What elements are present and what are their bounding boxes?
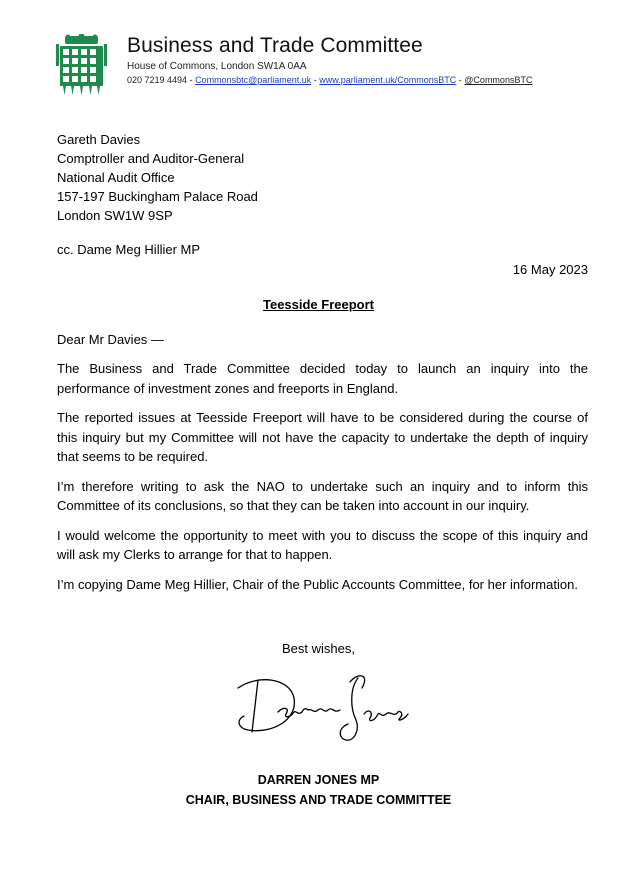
body-paragraph: I’m copying Dame Meg Hillier, Chair of the Public Accounts Committee, for her information.: [57, 576, 578, 592]
email-link[interactable]: Commonsbtc@parliament.uk: [195, 75, 312, 85]
body-paragraph: The Business and Trade Committee decided today to launch an inquiry into the performance of investment zones and freeports in England.: [57, 361, 588, 396]
recipient-line: 157-197 Buckingham Palace Road: [57, 189, 258, 204]
phone-number: 020 7219 4494: [127, 75, 188, 85]
body-paragraph: I would welcome the opportunity to meet with you to discuss the scope of this inquiry and will ask my Clerks to arrange for that to happen.: [57, 527, 588, 562]
signer-name: DARREN JONES MP: [257, 773, 380, 787]
signer-block: [0, 770, 637, 810]
subject-text: Teesside Freeport: [262, 297, 375, 312]
portcullis-icon: [56, 34, 107, 97]
body-paragraph: The reported issues at Teesside Freeport will have to be considered during the course of this inquiry but my Committee will not have the capacity to undertake the depth of inquiry that seems to be required.: [57, 410, 588, 464]
handwritten-signature: [228, 668, 418, 748]
website-link[interactable]: www.parliament.uk/CommonsBTC: [319, 75, 457, 85]
signoff: Best wishes,: [282, 641, 355, 656]
recipient-address: [57, 130, 258, 225]
letter-body: [57, 359, 588, 604]
letterhead: [56, 30, 596, 100]
separator: -: [456, 75, 465, 85]
recipient-line: National Audit Office: [57, 170, 175, 185]
separator: -: [187, 75, 196, 85]
twitter-link[interactable]: @CommonsBTC: [464, 75, 533, 85]
recipient-line: Comptroller and Auditor-General: [57, 151, 245, 166]
recipient-line: London SW1W 9SP: [57, 208, 173, 223]
subject-heading: [0, 297, 637, 312]
body-paragraph: I’m therefore writing to ask the NAO to undertake such an inquiry and to inform this Committee of its conclusions, so that they can be taken into account in our inquiry.: [57, 478, 588, 513]
committee-address: House of Commons, London SW1A 0AA: [127, 61, 307, 72]
separator: -: [311, 75, 320, 85]
recipient-line: Gareth Davies: [57, 132, 141, 147]
letter-date: 16 May 2023: [512, 262, 588, 277]
signer-title: CHAIR, BUSINESS AND TRADE COMMITTEE: [185, 793, 452, 807]
salutation: Dear Mr Davies —: [57, 332, 164, 347]
cc-line: cc. Dame Meg Hillier MP: [57, 242, 201, 257]
committee-name: Business and Trade Committee: [127, 34, 423, 57]
contact-line: [127, 75, 532, 85]
